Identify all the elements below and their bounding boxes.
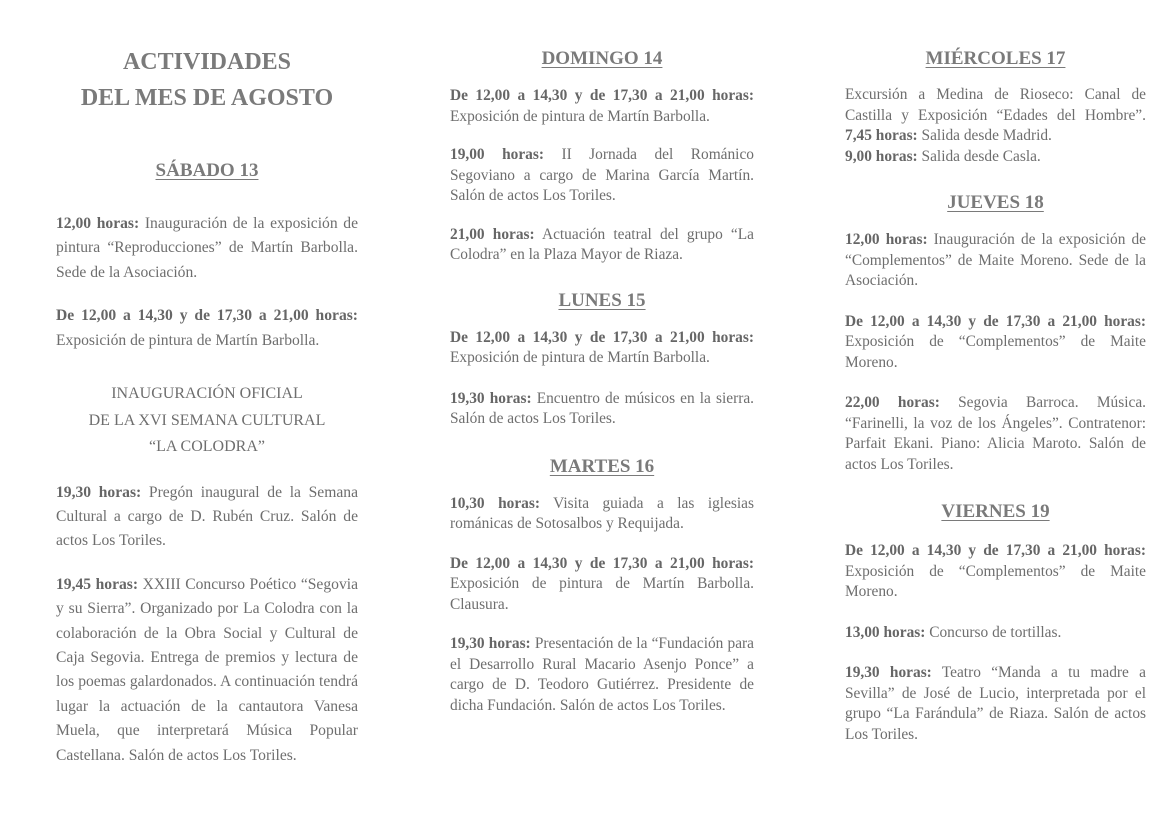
activity-item [450, 145, 754, 207]
activity-time: 19,00 horas: [450, 146, 544, 163]
activity-time: De 12,00 a 14,30 y de 17,30 a 21,00 horas: [845, 542, 1146, 559]
activity-item [450, 554, 754, 616]
activity-text: Pregón inaugural de la Semana Cultural a cargo de D. Rubén Cruz. Salón de actos Los Toriles. [56, 483, 358, 550]
activity-item [450, 634, 754, 716]
activity-item [845, 541, 1146, 603]
activity-time: De 12,00 a 14,30 y de 17,30 a 21,00 horas: [56, 307, 358, 325]
activity-text: Actuación teatral del grupo “La Colodra” en la Plaza Mayor de Riaza. [450, 225, 754, 263]
activity-item [845, 312, 1146, 374]
activity-text: Visita guiada a las iglesias románicas de Sotosalbos y Requijada. [450, 494, 755, 532]
day-heading-domingo: DOMINGO 14 [541, 48, 663, 69]
activity-item [845, 663, 1146, 745]
day-heading-viernes: VIERNES 19 [941, 501, 1050, 522]
activity-item [450, 328, 754, 369]
activity-text: Excursión a Medina de Rioseco: Canal de Castilla y Exposición “Edades del Hombre”. [845, 86, 1146, 124]
activity-time: 19,30 horas: [56, 483, 142, 501]
activity-time: 21,00 horas: [450, 225, 535, 243]
activity-time: De 12,00 a 14,30 y de 17,30 a 21,00 horas: [450, 554, 754, 572]
activity-text: Inauguración de la exposición de “Complementos” de Maite Moreno. Sede de la Asociación. [845, 231, 1146, 289]
activity-time: 12,00 horas: [56, 215, 140, 232]
activity-item [450, 225, 754, 266]
official-line-1: INAUGURACIÓN OFICIAL [111, 385, 303, 403]
day-heading-jueves: JUEVES 18 [947, 192, 1044, 213]
page-title-line-1: ACTIVIDADES [122, 49, 292, 75]
activity-text: Segovia Barroca. Música. “Farinelli, la voz de los Ángeles”. Contratenor: Parfait Ekani. Piano: Alicia Maroto. Salón de actos Los Toriles. [845, 394, 1146, 473]
activity-text: Presentación de la “Fundación para el Desarrollo Rural Macario Asenjo Ponce” a cargo de D. Teodoro Gutiérrez. Presidente de dicha Fundación. Salón de actos Los Toriles. [450, 635, 755, 714]
activity-item [450, 494, 754, 535]
activity-time: 22,00 horas: [845, 394, 940, 411]
activity-time: De 12,00 a 14,30 y de 17,30 a 21,00 horas: [450, 328, 754, 346]
activity-text: Concurso de tortillas. [925, 623, 1062, 641]
activity-time: 7,45 horas: [845, 127, 918, 144]
activity-text: Inauguración de la exposición de pintura “Reproducciones” de Martín Barbolla. Sede de la Asociación. [56, 215, 358, 281]
activity-item [845, 230, 1146, 292]
activity-time: 19,30 horas: [450, 635, 531, 652]
activity-item [56, 212, 358, 285]
official-inauguration-block [56, 381, 358, 461]
activity-time: 10,30 horas: [450, 494, 540, 512]
activity-item [845, 85, 1146, 167]
activity-item [56, 573, 358, 768]
activity-item [845, 393, 1146, 475]
activity-text: Exposición de pintura de Martín Barbolla. [450, 349, 710, 366]
page-title-line-2: DEL MES DE AGOSTO [80, 85, 334, 111]
day-heading-martes: MARTES 16 [549, 455, 655, 477]
activity-text: XXIII Concurso Poético “Segovia y su Sierra”. Organizado por La Colodra con la colaboración de la Obra Social y Cultural de Caja Segovia. Entrega de premios y lectura de los poemas galardonados. A continuación tendrá lugar la actuación de la cantautora Vanesa Muela, que interpretará Música Popular Castellana. Salón de actos Los Toriles. [56, 575, 359, 764]
day-heading-sabado: SÁBADO 13 [155, 160, 259, 181]
activity-time: 19,45 horas: [56, 575, 139, 593]
column-3 [845, 0, 1146, 745]
activity-text: Exposición de pintura de Martín Barbolla. [56, 331, 320, 349]
activity-item [845, 623, 1146, 644]
day-heading-miercoles: MIÉRCOLES 17 [925, 48, 1066, 69]
activity-time: 19,30 horas: [450, 389, 532, 407]
page-title [56, 0, 358, 116]
activity-text: Exposición de pintura de Martín Barbolla. Clausura. [450, 575, 754, 613]
activity-text: Teatro “Manda a tu madre a Sevilla” de José de Lucio, interpretada por el grupo “La Farándula” de Riaza. Salón de actos Los Toriles. [845, 664, 1146, 743]
day-heading-lunes: LUNES 15 [558, 289, 646, 311]
activity-item [56, 304, 358, 353]
activity-time: 13,00 horas: [845, 623, 926, 641]
column-2 [450, 0, 754, 716]
activity-text: Exposición de “Complementos” de Maite Moreno. [845, 333, 1146, 371]
activity-text: Salida desde Madrid. [917, 127, 1052, 144]
activity-item [56, 481, 358, 554]
activity-text: Salida desde Casla. [917, 147, 1041, 165]
activity-time: 12,00 horas: [845, 231, 928, 248]
activity-text: Exposición de pintura de Martín Barbolla. [450, 107, 710, 125]
column-1 [56, 0, 358, 768]
activity-item [450, 389, 754, 430]
activity-time: De 12,00 a 14,30 y de 17,30 a 21,00 horas: [450, 87, 754, 104]
activity-time: 9,00 horas: [845, 147, 918, 165]
activity-text: Exposición de “Complementos” de Maite Moreno. [845, 562, 1146, 600]
activity-text: II Jornada del Románico Segoviano a cargo de Marina García Martín. Salón de actos Los Toriles. [450, 146, 754, 204]
official-line-2: DE LA XVI SEMANA CULTURAL [88, 411, 326, 429]
official-line-3: “LA COLODRA” [149, 438, 265, 456]
activity-time: De 12,00 a 14,30 y de 17,30 a 21,00 horas: [845, 312, 1146, 330]
activity-item [450, 86, 754, 127]
activity-text: Encuentro de músicos en la sierra. Salón de actos Los Toriles. [450, 389, 754, 427]
activity-time: 19,30 horas: [845, 664, 932, 681]
